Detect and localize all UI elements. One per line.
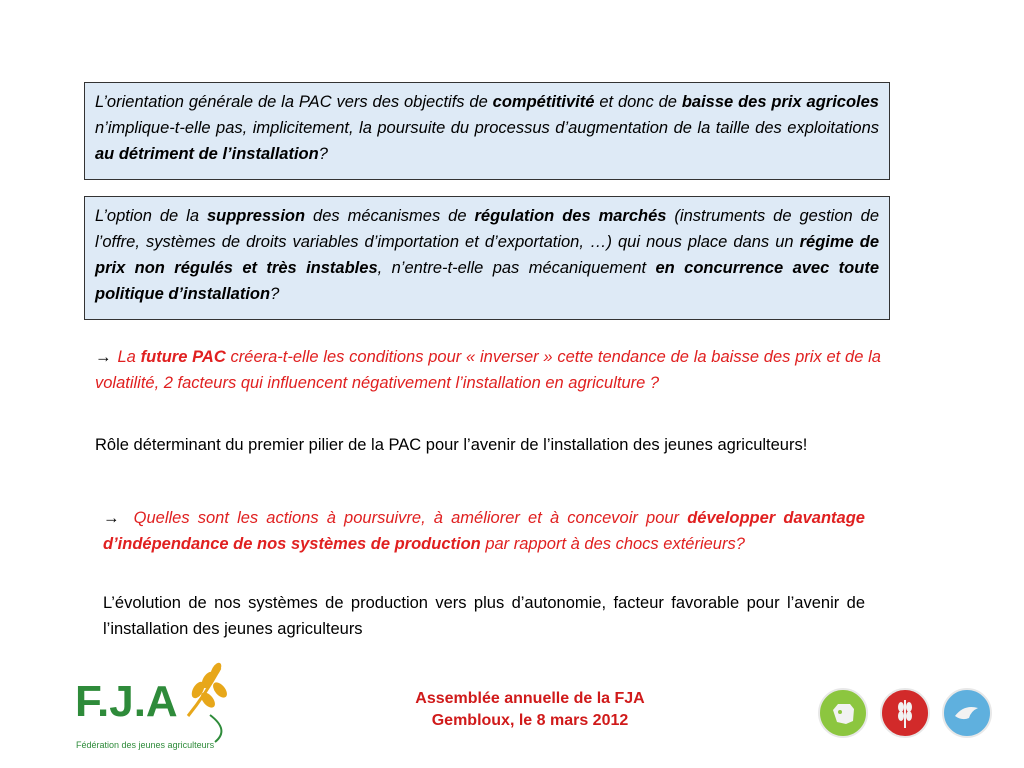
cow-badge-icon: [818, 688, 868, 738]
box2-text: (instruments de gestion de l’offre, systèmes de droits variables d’importation et d’exportation, …) qui nous place dans un: [95, 207, 879, 251]
q1-text: créera-t-elle les conditions pour « inverser » cette tendance de la baisse des prix et de la volatilité, 2 facteurs qui influencent négativement l’installation en agriculture ?: [95, 348, 881, 392]
box2-text: L’option de la: [95, 207, 207, 225]
question-actions: [103, 505, 865, 557]
arrow-right-icon: →: [103, 509, 120, 527]
arrow-right-icon: →: [95, 348, 112, 366]
box2-text: , n’entre-t-elle pas mécaniquement: [377, 259, 656, 277]
footer-line-2: Gembloux, le 8 mars 2012: [431, 712, 629, 729]
q2-text: par rapport à des chocs extérieurs?: [480, 535, 745, 553]
logo-wordmark: F.J.A: [75, 677, 178, 726]
footer-line-1: Assemblée annuelle de la FJA: [415, 690, 645, 707]
box1-text: et donc de: [594, 93, 682, 111]
fja-logo-icon: [70, 660, 240, 760]
box2-bold: suppression: [206, 207, 306, 225]
wheat-badge-icon: [880, 688, 930, 738]
question-box-competitiveness: [84, 82, 890, 180]
footer-event: [350, 688, 710, 732]
box1-text: L’orientation générale de la PAC vers des objectifs de: [95, 93, 493, 111]
logo-subtitle: Fédération des jeunes agriculteurs: [76, 740, 215, 750]
box1-text: n’implique-t-elle pas, implicitement, la poursuite du processus d’augmentation de la taille des exploitations: [95, 119, 879, 137]
box1-bold: compétitivité: [492, 93, 595, 111]
question-future-pac: [95, 344, 881, 396]
box1-bold: baisse des prix agricoles: [681, 93, 879, 111]
q2-bold: développer davantage d’indépendance de nos systèmes de production: [103, 509, 865, 553]
q1-bold: future PAC: [140, 348, 226, 366]
q1-text: La: [117, 348, 141, 366]
q2-text: Quelles sont les actions à poursuivre, à améliorer et à concevoir pour: [125, 509, 688, 527]
box2-bold: régime de prix non régulés et très instables: [95, 233, 879, 277]
box2-bold: en concurrence avec toute politique d’installation: [95, 259, 880, 303]
box1-bold: au détriment de l’installation: [95, 145, 319, 163]
box2-bold: régulation des marchés: [474, 207, 667, 225]
box2-text: ?: [270, 285, 280, 303]
bird-badge-icon: [942, 688, 992, 738]
answer-autonomy: L’évolution de nos systèmes de production vers plus d’autonomie, facteur favorable pour l’avenir de l’installation des jeunes agriculteurs: [103, 594, 865, 638]
fja-logo: [70, 660, 240, 760]
box1-text: ?: [318, 145, 328, 163]
question-box-market-regulation: [84, 196, 890, 320]
answer-first-pillar: Rôle déterminant du premier pilier de la PAC pour l’avenir de l’installation des jeunes agriculteurs!: [95, 436, 808, 454]
box2-text: des mécanismes de: [305, 207, 475, 225]
sector-badges: [818, 688, 990, 738]
